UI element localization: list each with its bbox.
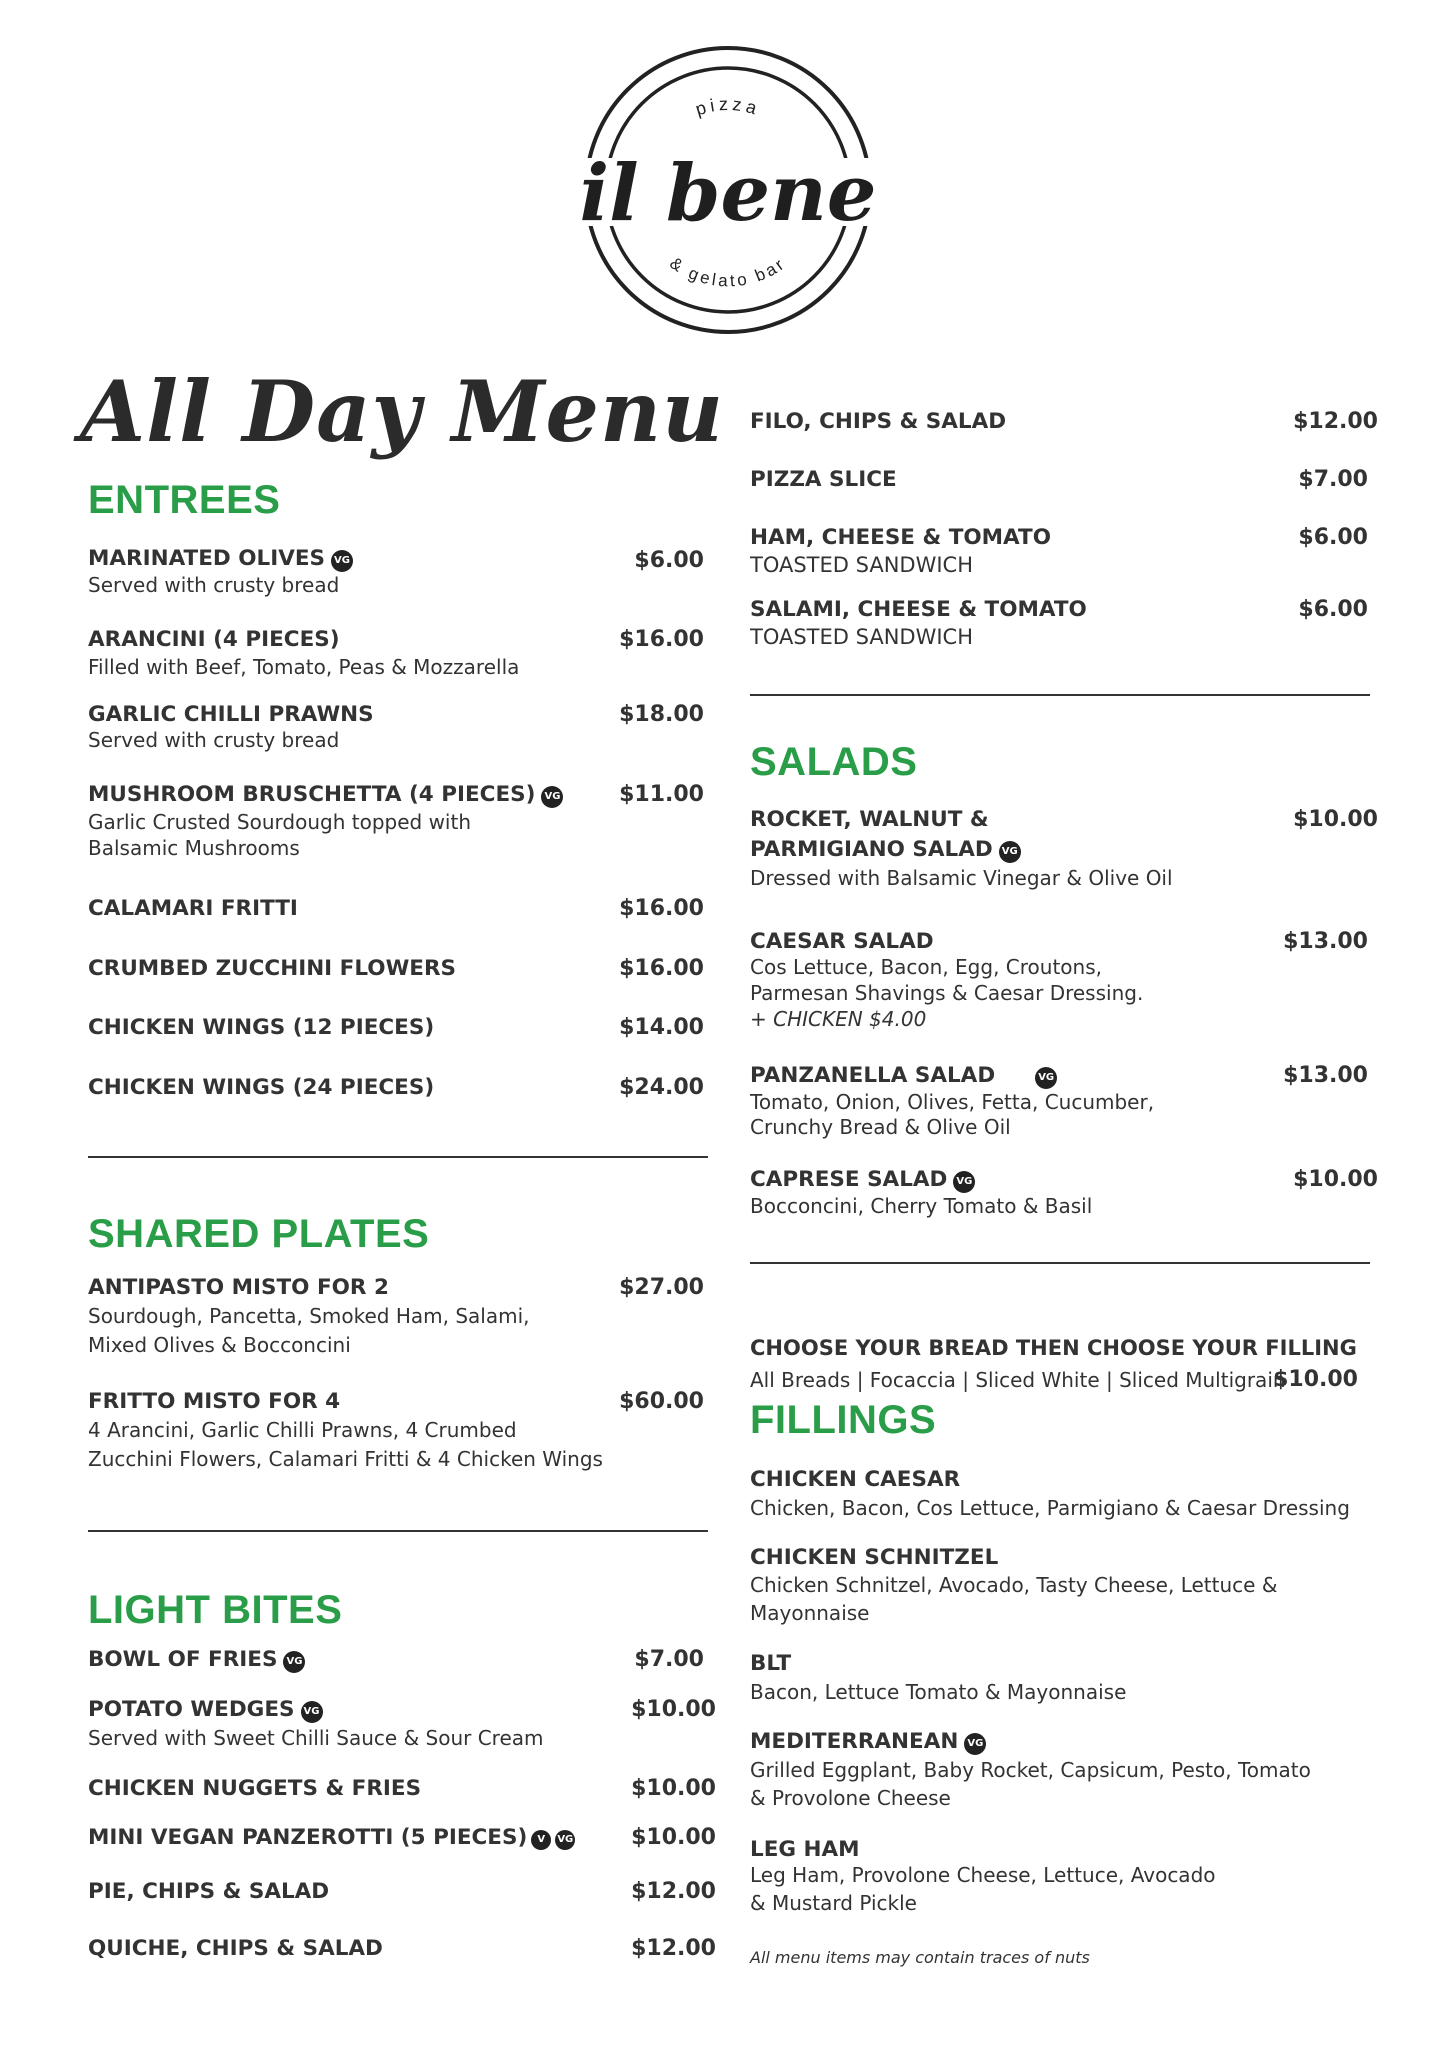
logo-top-text: pizza bbox=[692, 93, 764, 120]
bread-options: All Breads | Focaccia | Sliced White | Sliced Multigrain bbox=[750, 1368, 1286, 1392]
item-desc: Dressed with Balsamic Vinegar & Olive Oil bbox=[750, 866, 1173, 890]
filling-desc: & Provolone Cheese bbox=[750, 1786, 951, 1810]
item-price: $10.00 bbox=[1293, 807, 1378, 832]
item-price: $16.00 bbox=[619, 956, 704, 981]
filling-desc: & Mustard Pickle bbox=[750, 1891, 917, 1915]
item-name: ARANCINI (4 PIECES) bbox=[88, 627, 340, 652]
item-desc: Zucchini Flowers, Calamari Fritti & 4 Chicken Wings bbox=[88, 1447, 603, 1471]
item-price: $6.00 bbox=[634, 548, 704, 573]
item-price: $12.00 bbox=[631, 1936, 716, 1961]
section-divider bbox=[88, 1530, 708, 1532]
item-price: $13.00 bbox=[1283, 929, 1368, 954]
item-subtitle: TOASTED SANDWICH bbox=[750, 625, 974, 649]
section-divider bbox=[750, 1262, 1370, 1264]
item-price: $10.00 bbox=[1293, 1167, 1378, 1192]
vegetarian-badge-icon: VG bbox=[999, 841, 1021, 863]
item-name: PIZZA SLICE bbox=[750, 467, 897, 492]
item-price: $10.00 bbox=[631, 1776, 716, 1801]
logo-brand-text: il bene bbox=[579, 148, 877, 239]
menu-title: All Day Menu bbox=[80, 362, 725, 461]
item-name: PIE, CHIPS & SALAD bbox=[88, 1879, 330, 1904]
item-name: BOWL OF FRIES VG bbox=[88, 1646, 305, 1674]
vegan-badge-icon: V bbox=[531, 1830, 551, 1850]
item-price: $16.00 bbox=[619, 896, 704, 921]
vegetarian-badge-icon: VG bbox=[541, 786, 563, 808]
section-heading-shared-plates: SHARED PLATES bbox=[88, 1212, 430, 1256]
item-desc: Served with Sweet Chilli Sauce & Sour Cream bbox=[88, 1726, 544, 1750]
item-desc: Parmesan Shavings & Caesar Dressing. bbox=[750, 981, 1144, 1005]
item-price: $18.00 bbox=[619, 702, 704, 727]
item-desc: Bocconcini, Cherry Tomato & Basil bbox=[750, 1194, 1093, 1218]
brand-logo bbox=[578, 40, 878, 340]
logo-graphic bbox=[578, 40, 878, 340]
item-price: $7.00 bbox=[634, 1647, 704, 1672]
vegetarian-badge-icon: VG bbox=[1035, 1067, 1057, 1089]
vegetarian-badge-icon: VG bbox=[331, 550, 353, 572]
item-name: MARINATED OLIVES VG bbox=[88, 545, 353, 573]
filling-desc: Grilled Eggplant, Baby Rocket, Capsicum, Pesto, Tomato bbox=[750, 1758, 1311, 1782]
filling-name: BLT bbox=[750, 1651, 792, 1676]
item-price: $12.00 bbox=[631, 1879, 716, 1904]
vegetarian-badge-icon: VG bbox=[555, 1830, 575, 1850]
allergen-footnote: All menu items may contain traces of nuts bbox=[750, 1948, 1090, 1967]
item-name: QUICHE, CHIPS & SALAD bbox=[88, 1936, 383, 1961]
item-desc: Tomato, Onion, Olives, Fetta, Cucumber, bbox=[750, 1090, 1155, 1114]
item-desc: Garlic Crusted Sourdough topped with bbox=[88, 810, 471, 834]
item-desc: Mixed Olives & Bocconcini bbox=[88, 1333, 351, 1357]
item-name: SALAMI, CHEESE & TOMATO bbox=[750, 597, 1087, 622]
vegetarian-badge-icon: VG bbox=[301, 1701, 323, 1723]
item-name: CHICKEN WINGS (24 PIECES) bbox=[88, 1075, 435, 1100]
vegetarian-badge-icon: VG bbox=[283, 1651, 305, 1673]
filling-name: LEG HAM bbox=[750, 1837, 860, 1862]
item-name: ROCKET, WALNUT & bbox=[750, 807, 989, 832]
item-price: $24.00 bbox=[619, 1075, 704, 1100]
item-name: HAM, CHEESE & TOMATO bbox=[750, 525, 1051, 550]
item-name: FRITTO MISTO FOR 4 bbox=[88, 1389, 341, 1414]
vegetarian-badge-icon: VG bbox=[953, 1171, 975, 1193]
item-desc: Cos Lettuce, Bacon, Egg, Croutons, bbox=[750, 955, 1102, 979]
item-desc: Filled with Beef, Tomato, Peas & Mozzarella bbox=[88, 655, 520, 679]
item-desc: 4 Arancini, Garlic Chilli Prawns, 4 Crumbed bbox=[88, 1418, 517, 1442]
item-name: CALAMARI FRITTI bbox=[88, 896, 298, 921]
vegetarian-badge-icon: VG bbox=[964, 1733, 986, 1755]
item-price: $11.00 bbox=[619, 782, 704, 807]
filling-desc: Chicken, Bacon, Cos Lettuce, Parmigiano & Caesar Dressing bbox=[750, 1496, 1350, 1520]
item-price: $27.00 bbox=[619, 1275, 704, 1300]
item-name: ANTIPASTO MISTO FOR 2 bbox=[88, 1275, 389, 1300]
bread-price: $10.00 bbox=[1273, 1367, 1358, 1392]
bread-heading: CHOOSE YOUR BREAD THEN CHOOSE YOUR FILLING bbox=[750, 1336, 1357, 1360]
section-divider bbox=[750, 694, 1370, 696]
filling-desc: Chicken Schnitzel, Avocado, Tasty Cheese, Lettuce & bbox=[750, 1573, 1278, 1597]
item-price: $60.00 bbox=[619, 1389, 704, 1414]
item-price: $10.00 bbox=[631, 1697, 716, 1722]
item-desc: Served with crusty bread bbox=[88, 573, 340, 597]
logo-bottom-text: & gelato bar bbox=[666, 253, 790, 291]
section-heading-light-bites: LIGHT BITES bbox=[88, 1588, 343, 1632]
item-price: $7.00 bbox=[1298, 467, 1368, 492]
item-price: $13.00 bbox=[1283, 1063, 1368, 1088]
filling-desc: Bacon, Lettuce Tomato & Mayonnaise bbox=[750, 1680, 1127, 1704]
item-name: MUSHROOM BRUSCHETTA (4 PIECES) VG bbox=[88, 781, 563, 809]
item-name: CHICKEN NUGGETS & FRIES bbox=[88, 1776, 422, 1801]
section-divider bbox=[88, 1156, 708, 1158]
section-heading-entrees: ENTREES bbox=[88, 478, 281, 522]
item-price: $10.00 bbox=[631, 1825, 716, 1850]
item-desc: Sourdough, Pancetta, Smoked Ham, Salami, bbox=[88, 1304, 530, 1328]
item-price: $6.00 bbox=[1298, 525, 1368, 550]
item-name: MINI VEGAN PANZEROTTI (5 PIECES) V VG bbox=[88, 1824, 575, 1852]
item-addon: + CHICKEN $4.00 bbox=[750, 1007, 927, 1031]
item-desc: Crunchy Bread & Olive Oil bbox=[750, 1115, 1011, 1139]
item-desc: Balsamic Mushrooms bbox=[88, 836, 300, 860]
section-heading-fillings: FILLINGS bbox=[750, 1398, 937, 1442]
filling-name: CHICKEN SCHNITZEL bbox=[750, 1545, 999, 1570]
filling-desc: Leg Ham, Provolone Cheese, Lettuce, Avocado bbox=[750, 1863, 1216, 1887]
item-name: GARLIC CHILLI PRAWNS bbox=[88, 702, 374, 727]
item-subtitle: TOASTED SANDWICH bbox=[750, 553, 974, 577]
item-name: POTATO WEDGES VG bbox=[88, 1696, 323, 1724]
item-name: CAESAR SALAD bbox=[750, 929, 934, 954]
item-name: CRUMBED ZUCCHINI FLOWERS bbox=[88, 956, 457, 981]
item-price: $12.00 bbox=[1293, 409, 1378, 434]
filling-desc: Mayonnaise bbox=[750, 1601, 870, 1625]
item-price: $6.00 bbox=[1298, 597, 1368, 622]
item-name: PANZANELLA SALAD VG bbox=[750, 1062, 1057, 1090]
item-name: FILO, CHIPS & SALAD bbox=[750, 409, 1007, 434]
filling-name: MEDITERRANEAN VG bbox=[750, 1728, 986, 1756]
item-name: PARMIGIANO SALAD VG bbox=[750, 836, 1021, 864]
item-name: CHICKEN WINGS (12 PIECES) bbox=[88, 1015, 435, 1040]
item-desc: Served with crusty bread bbox=[88, 728, 340, 752]
section-heading-salads: SALADS bbox=[750, 740, 918, 784]
item-price: $16.00 bbox=[619, 627, 704, 652]
filling-name: CHICKEN CAESAR bbox=[750, 1467, 961, 1492]
item-name: CAPRESE SALAD VG bbox=[750, 1166, 975, 1194]
item-price: $14.00 bbox=[619, 1015, 704, 1040]
